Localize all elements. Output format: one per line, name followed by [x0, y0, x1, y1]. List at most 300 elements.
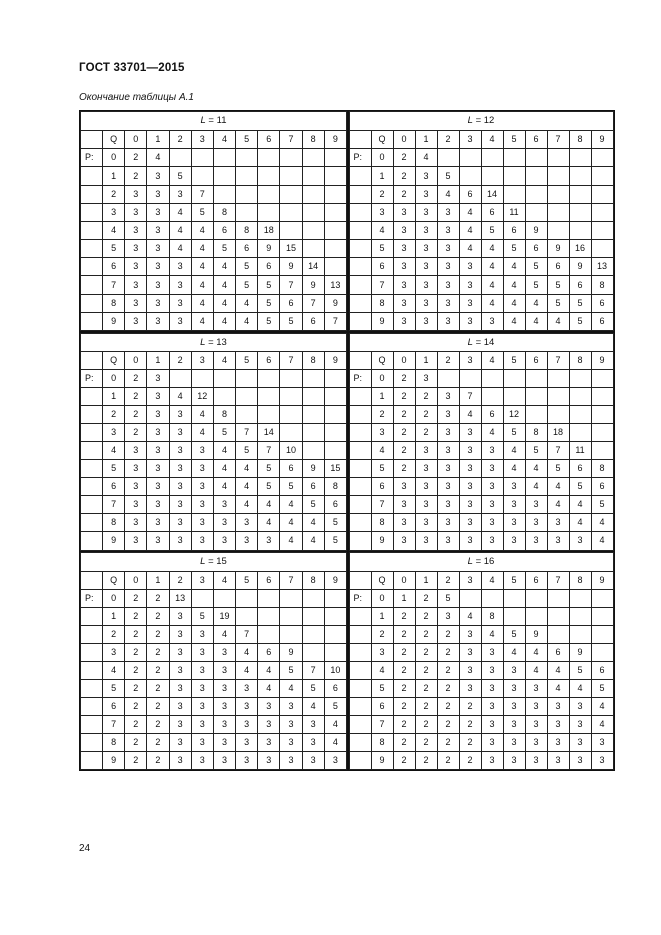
- table-cell: 4: [591, 697, 613, 715]
- table-cell: 6: [569, 460, 591, 478]
- table-cell: 3: [437, 406, 459, 424]
- table-cell: 3: [569, 532, 591, 550]
- table-cell: 2: [125, 424, 147, 442]
- table-cell: [302, 607, 324, 625]
- table-cell: 3: [437, 496, 459, 514]
- table-cell: 3: [437, 258, 459, 276]
- row-p-value: 8: [103, 514, 125, 532]
- table-cell: [481, 370, 503, 388]
- table-cell: 3: [125, 258, 147, 276]
- table-cell: 3: [481, 751, 503, 769]
- p-label: [81, 424, 103, 442]
- table-cell: 2: [415, 715, 437, 733]
- table-cell: [525, 185, 547, 203]
- table-cell: [324, 203, 346, 221]
- table-cell: [569, 221, 591, 239]
- table-cell: 4: [525, 312, 547, 330]
- table-cell: [258, 370, 280, 388]
- table-cell: 4: [569, 514, 591, 532]
- table-cell: 4: [191, 258, 213, 276]
- table-cell: [503, 185, 525, 203]
- table-cell: [302, 203, 324, 221]
- table-cell: 4: [503, 276, 525, 294]
- subtable: [349, 111, 614, 331]
- table-cell: 3: [591, 733, 613, 751]
- subtable-l16: [349, 552, 614, 770]
- p-label: [349, 312, 371, 330]
- table-cell: 3: [213, 733, 235, 751]
- table-cell: [525, 388, 547, 406]
- table-cell: 3: [569, 751, 591, 769]
- table-cell: 14: [481, 185, 503, 203]
- horizontal-divider-2: [80, 551, 614, 553]
- table-cell: 5: [236, 276, 258, 294]
- table-cell: 5: [437, 167, 459, 185]
- table-cell: 5: [525, 442, 547, 460]
- table-cell: 3: [147, 514, 169, 532]
- table-cell: 3: [459, 532, 481, 550]
- table-cell: [569, 167, 591, 185]
- table-cell: 5: [213, 424, 235, 442]
- table-row: [349, 661, 613, 679]
- table-cell: [459, 370, 481, 388]
- table-cell: 6: [324, 679, 346, 697]
- table-cell: 3: [125, 442, 147, 460]
- table-cell: 7: [302, 661, 324, 679]
- subtable: [80, 333, 347, 551]
- table-cell: 7: [302, 294, 324, 312]
- table-cell: 3: [415, 203, 437, 221]
- table-cell: 3: [169, 258, 191, 276]
- table-cell: [280, 607, 302, 625]
- table-cell: 3: [147, 221, 169, 239]
- table-cell: 2: [147, 733, 169, 751]
- table-cell: 4: [459, 240, 481, 258]
- table-cell: 2: [415, 697, 437, 715]
- table-cell: [591, 388, 613, 406]
- p-label: [349, 532, 371, 550]
- row-p-value: 3: [371, 643, 393, 661]
- row-p-value: 7: [103, 276, 125, 294]
- p-label: [81, 715, 103, 733]
- column-header: 8: [569, 352, 591, 370]
- table-cell: 3: [569, 715, 591, 733]
- table-cell: 5: [236, 258, 258, 276]
- table-cell: 7: [258, 442, 280, 460]
- table-row: [81, 496, 347, 514]
- table-cell: 19: [213, 607, 235, 625]
- p-label: [81, 679, 103, 697]
- table-cell: [525, 589, 547, 607]
- column-header: 4: [481, 571, 503, 589]
- table-cell: 3: [437, 312, 459, 330]
- table-cell: 2: [415, 751, 437, 769]
- table-cell: 3: [503, 751, 525, 769]
- table-cell: [258, 589, 280, 607]
- table-cell: 3: [393, 240, 415, 258]
- table-cell: 3: [415, 496, 437, 514]
- table-cell: 4: [525, 661, 547, 679]
- table-cell: 2: [393, 607, 415, 625]
- table-cell: 5: [280, 312, 302, 330]
- p-label: P:: [349, 370, 371, 388]
- table-cell: 5: [437, 589, 459, 607]
- table-cell: 6: [481, 406, 503, 424]
- table-cell: 3: [569, 733, 591, 751]
- table-cell: [503, 167, 525, 185]
- table-cell: 3: [481, 496, 503, 514]
- table-cell: 5: [302, 496, 324, 514]
- table-cell: 8: [213, 203, 235, 221]
- table-cell: [258, 607, 280, 625]
- table-cell: 4: [415, 149, 437, 167]
- table-cell: 3: [547, 532, 569, 550]
- table-cell: 5: [302, 679, 324, 697]
- row-p-value: 6: [103, 697, 125, 715]
- column-header: 9: [324, 571, 346, 589]
- table-cell: 4: [280, 679, 302, 697]
- p-label: [81, 221, 103, 239]
- table-row: [349, 589, 613, 607]
- table-cell: 3: [147, 294, 169, 312]
- table-cell: 3: [191, 478, 213, 496]
- p-label: [81, 661, 103, 679]
- table-cell: 2: [437, 697, 459, 715]
- p-label: [349, 221, 371, 239]
- subtable: [349, 552, 614, 770]
- table-cell: 2: [147, 697, 169, 715]
- vertical-divider: [347, 111, 349, 770]
- row-p-value: 1: [103, 167, 125, 185]
- table-cell: 9: [302, 460, 324, 478]
- table-cell: 4: [481, 276, 503, 294]
- table-cell: 8: [236, 221, 258, 239]
- table-cell: 4: [302, 514, 324, 532]
- p-label: P:: [81, 370, 103, 388]
- p-label: [349, 406, 371, 424]
- table-cell: 3: [415, 294, 437, 312]
- row-p-value: 5: [371, 460, 393, 478]
- table-cell: 3: [125, 240, 147, 258]
- table-a1-grid: [79, 110, 615, 771]
- table-cell: 2: [147, 643, 169, 661]
- table-row: [81, 240, 347, 258]
- table-cell: 3: [393, 221, 415, 239]
- table-cell: 4: [569, 679, 591, 697]
- table-cell: 2: [125, 607, 147, 625]
- table-cell: [481, 167, 503, 185]
- table-cell: 3: [525, 697, 547, 715]
- table-cell: 4: [525, 478, 547, 496]
- table-cell: 3: [302, 733, 324, 751]
- column-header: 0: [393, 352, 415, 370]
- column-header: 7: [547, 352, 569, 370]
- table-cell: 3: [125, 203, 147, 221]
- table-cell: 2: [437, 661, 459, 679]
- table-row: [81, 442, 347, 460]
- row-p-value: 5: [371, 240, 393, 258]
- p-label: P:: [349, 149, 371, 167]
- table-cell: [302, 167, 324, 185]
- table-cell: 5: [569, 294, 591, 312]
- table-cell: [236, 167, 258, 185]
- column-header: 2: [169, 352, 191, 370]
- row-p-value: 4: [371, 221, 393, 239]
- table-row: [81, 149, 347, 167]
- table-cell: [591, 370, 613, 388]
- table-cell: 4: [258, 514, 280, 532]
- table-cell: 4: [302, 697, 324, 715]
- table-cell: 4: [503, 312, 525, 330]
- table-cell: 6: [547, 643, 569, 661]
- table-cell: [280, 149, 302, 167]
- p-label: P:: [81, 589, 103, 607]
- table-cell: 5: [236, 442, 258, 460]
- table-cell: 8: [591, 460, 613, 478]
- table-cell: [459, 589, 481, 607]
- table-cell: 3: [147, 312, 169, 330]
- table-cell: 3: [125, 532, 147, 550]
- table-cell: [591, 203, 613, 221]
- table-cell: 5: [547, 460, 569, 478]
- column-header: Q: [371, 352, 393, 370]
- column-header: 5: [503, 131, 525, 149]
- table-cell: [236, 607, 258, 625]
- table-cell: 2: [393, 167, 415, 185]
- table-cell: [503, 388, 525, 406]
- table-cell: 6: [258, 643, 280, 661]
- table-cell: [591, 607, 613, 625]
- column-header: 9: [591, 352, 613, 370]
- table-cell: 3: [503, 514, 525, 532]
- table-cell: 6: [324, 496, 346, 514]
- p-label: [81, 203, 103, 221]
- row-p-value: 3: [103, 643, 125, 661]
- table-cell: 3: [459, 496, 481, 514]
- table-cell: 3: [415, 167, 437, 185]
- table-cell: 3: [547, 514, 569, 532]
- column-header: 1: [147, 571, 169, 589]
- row-p-value: 6: [371, 258, 393, 276]
- table-cell: 2: [415, 661, 437, 679]
- table-cell: 5: [547, 294, 569, 312]
- table-cell: 4: [481, 424, 503, 442]
- table-cell: 5: [547, 276, 569, 294]
- table-cell: 3: [525, 532, 547, 550]
- column-header: 0: [393, 131, 415, 149]
- table-cell: [191, 370, 213, 388]
- column-header: 6: [525, 352, 547, 370]
- table-cell: 3: [503, 733, 525, 751]
- p-label: P:: [349, 589, 371, 607]
- table-row: [349, 258, 613, 276]
- table-row: [349, 679, 613, 697]
- p-label: [81, 312, 103, 330]
- table-cell: [503, 370, 525, 388]
- column-header: 3: [191, 131, 213, 149]
- table-cell: 3: [213, 697, 235, 715]
- table-cell: 3: [547, 733, 569, 751]
- table-cell: 4: [591, 715, 613, 733]
- column-header: 7: [547, 131, 569, 149]
- table-cell: 4: [191, 221, 213, 239]
- table-cell: [525, 370, 547, 388]
- table-cell: 3: [169, 751, 191, 769]
- corner-cell: [81, 571, 103, 589]
- table-row: [349, 733, 613, 751]
- table-cell: [302, 149, 324, 167]
- column-header: 9: [591, 571, 613, 589]
- table-cell: 9: [258, 240, 280, 258]
- table-cell: [525, 203, 547, 221]
- p-label: [81, 607, 103, 625]
- table-cell: 7: [236, 424, 258, 442]
- table-cell: 3: [125, 460, 147, 478]
- table-cell: 6: [591, 478, 613, 496]
- table-cell: [280, 221, 302, 239]
- table-cell: 2: [437, 679, 459, 697]
- row-p-value: 8: [371, 514, 393, 532]
- table-cell: 4: [236, 496, 258, 514]
- table-cell: 3: [415, 478, 437, 496]
- table-cell: 5: [258, 478, 280, 496]
- table-cell: 2: [125, 149, 147, 167]
- table-cell: [302, 388, 324, 406]
- table-cell: 4: [258, 496, 280, 514]
- table-cell: [236, 185, 258, 203]
- table-cell: 3: [415, 240, 437, 258]
- p-label: [81, 240, 103, 258]
- table-cell: 4: [569, 496, 591, 514]
- table-cell: 2: [125, 643, 147, 661]
- row-p-value: 5: [371, 679, 393, 697]
- table-cell: [324, 442, 346, 460]
- column-header: 8: [302, 352, 324, 370]
- table-cell: 3: [459, 312, 481, 330]
- table-cell: 3: [591, 751, 613, 769]
- l-value: 12: [483, 115, 495, 127]
- table-cell: 4: [191, 240, 213, 258]
- table-cell: 3: [236, 733, 258, 751]
- table-cell: 2: [415, 589, 437, 607]
- table-cell: 3: [169, 442, 191, 460]
- table-cell: [503, 589, 525, 607]
- table-cell: [236, 388, 258, 406]
- table-cell: 5: [213, 240, 235, 258]
- table-cell: 2: [459, 751, 481, 769]
- column-header: 5: [503, 571, 525, 589]
- row-p-value: 1: [371, 388, 393, 406]
- column-header: 4: [213, 352, 235, 370]
- p-label: [81, 643, 103, 661]
- table-cell: 3: [393, 532, 415, 550]
- column-header: Q: [371, 131, 393, 149]
- table-row: [349, 751, 613, 769]
- table-cell: 3: [258, 532, 280, 550]
- row-p-value: 8: [103, 733, 125, 751]
- table-cell: 3: [280, 715, 302, 733]
- l-value: 14: [483, 336, 495, 348]
- table-cell: [213, 589, 235, 607]
- table-cell: [547, 221, 569, 239]
- table-cell: 3: [125, 221, 147, 239]
- table-cell: 2: [125, 751, 147, 769]
- table-cell: [213, 388, 235, 406]
- table-row: [81, 625, 347, 643]
- table-cell: 4: [191, 424, 213, 442]
- table-cell: 4: [459, 607, 481, 625]
- subtable-title: L = 16: [349, 553, 613, 572]
- subtable-title: L = 14: [349, 333, 613, 352]
- table-cell: 3: [236, 715, 258, 733]
- table-cell: 3: [191, 625, 213, 643]
- table-cell: 4: [503, 258, 525, 276]
- table-cell: 3: [481, 643, 503, 661]
- column-header: 3: [459, 131, 481, 149]
- subtable: [80, 552, 347, 770]
- table-row: [81, 406, 347, 424]
- subtable-title: L = 12: [349, 112, 613, 131]
- table-row: [349, 625, 613, 643]
- table-cell: 3: [459, 258, 481, 276]
- table-cell: [547, 406, 569, 424]
- row-p-value: 0: [103, 589, 125, 607]
- table-cell: 5: [324, 697, 346, 715]
- table-cell: [569, 607, 591, 625]
- table-cell: 4: [258, 661, 280, 679]
- p-label: [349, 294, 371, 312]
- table-cell: 3: [258, 715, 280, 733]
- table-cell: 3: [125, 294, 147, 312]
- table-cell: 3: [503, 496, 525, 514]
- row-p-value: 6: [103, 478, 125, 496]
- table-cell: 2: [125, 715, 147, 733]
- table-cell: [547, 167, 569, 185]
- table-row: [81, 697, 347, 715]
- column-header: 9: [324, 352, 346, 370]
- table-cell: 2: [393, 697, 415, 715]
- table-cell: 6: [258, 258, 280, 276]
- table-row: [349, 643, 613, 661]
- table-cell: 3: [481, 532, 503, 550]
- table-cell: 11: [569, 442, 591, 460]
- table-row: [81, 751, 347, 769]
- table-cell: [591, 589, 613, 607]
- table-cell: 4: [547, 679, 569, 697]
- p-label: [349, 643, 371, 661]
- table-cell: 2: [459, 715, 481, 733]
- subtable-l12: [349, 111, 614, 331]
- column-header: 0: [125, 571, 147, 589]
- table-cell: 4: [324, 733, 346, 751]
- table-cell: 6: [525, 240, 547, 258]
- table-cell: [324, 388, 346, 406]
- table-cell: [591, 240, 613, 258]
- corner-cell: [349, 131, 371, 149]
- table-cell: 3: [415, 532, 437, 550]
- column-header: 2: [169, 571, 191, 589]
- l-value: 16: [483, 556, 495, 568]
- table-cell: [280, 370, 302, 388]
- table-cell: [258, 185, 280, 203]
- table-cell: 3: [547, 751, 569, 769]
- table-cell: 6: [591, 312, 613, 330]
- table-cell: 2: [393, 751, 415, 769]
- table-cell: [236, 149, 258, 167]
- table-cell: 6: [547, 258, 569, 276]
- table-cell: 3: [169, 185, 191, 203]
- table-cell: 4: [169, 388, 191, 406]
